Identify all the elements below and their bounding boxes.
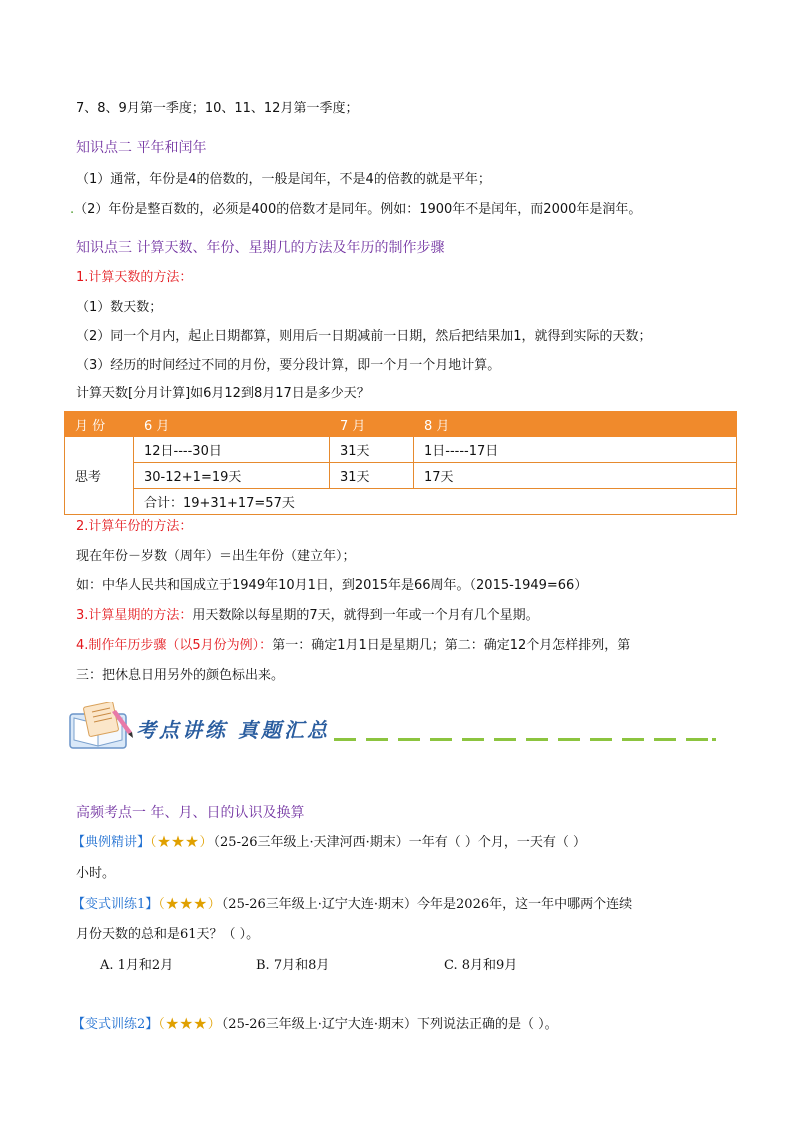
cell-august-range: 1日-----17日 xyxy=(414,437,737,463)
v1-q1: （25-26三年级上·辽宁大连·期末）今年是2026年，这一年中哪两个连续 xyxy=(221,897,633,912)
table-row xyxy=(65,463,737,489)
kp3-c1: 第一：确定1月1日是星期几；第二：确定12个月怎样排列，第 xyxy=(272,638,631,653)
cell-june-range: 12日----30日 xyxy=(134,437,330,463)
kp3-h3: 3.计算星期的方法： xyxy=(76,608,193,623)
kp3-y2: 如：中华人民共和国成立于1949年10月1日，到2015年是66周年。（2015-1949=66） xyxy=(76,578,588,593)
cell-july-calc: 31天 xyxy=(330,463,414,489)
kp3-calendar-line xyxy=(76,636,630,656)
example-q1: （25-26三年级上·天津河西·期末）一年有（ ）个月，一天有（ ） xyxy=(213,835,587,850)
cell-august-calc: 17天 xyxy=(414,463,737,489)
days-table xyxy=(64,411,737,515)
kp2-p2-mark: . xyxy=(70,202,75,217)
example-stars: （★★★） xyxy=(150,835,214,850)
cell-july-days: 31天 xyxy=(330,437,414,463)
kp2-p1: （1）通常，年份是4的倍数的，一般是闰年，不是4的倍教的就是平年； xyxy=(76,172,491,187)
example-tag: 【典例精讲】 xyxy=(72,835,151,850)
row-label-think: 思考 xyxy=(65,437,134,515)
days-table-header xyxy=(65,412,737,437)
v1-option-a[interactable]: A. 1月和2月 xyxy=(100,958,174,973)
header-june: 6 月 xyxy=(134,412,330,437)
kp3-h2: 2.计算年份的方法： xyxy=(76,519,193,534)
kp2-p2-text: （2）年份是整百数的，必须是400的倍数才是同年。例如：1900年不是闰年，而2000年是润年。 xyxy=(74,202,642,217)
kp3-m3: （3）经历的时间经过不同的月份，要分段计算，即一个月一个月地计算。 xyxy=(76,358,501,373)
kp3-h4: 4.制作年历步骤（以5月份为例）： xyxy=(76,638,273,653)
kp3-c2: 三：把休息日用另外的颜色标出来。 xyxy=(76,668,285,683)
top-line: 7、8、9月第一季度；10、11、12月第一季度； xyxy=(76,101,359,116)
header-july: 7 月 xyxy=(330,412,414,437)
kp3-y1: 现在年份－岁数（周年）＝出生年份（建立年）； xyxy=(76,549,356,564)
header-august: 8 月 xyxy=(414,412,737,437)
v2-tag: 【变式训练2】 xyxy=(72,1017,159,1032)
kp3-m2: （2）同一个月内，起止日期都算，则用后一日期减前一日期，然后把结果加1，就得到实际的天数； xyxy=(76,329,652,344)
kp3-example: 计算天数[分月计算]如6月12到8月17日是多少天？ xyxy=(76,386,370,401)
v2-stars: （★★★） xyxy=(158,1017,222,1032)
kp3-title: 知识点三 计算天数、年份、星期几的方法及年历的制作步骤 xyxy=(76,240,445,256)
v1-tag: 【变式训练1】 xyxy=(72,897,159,912)
table-row xyxy=(65,437,737,463)
cell-june-calc: 30-12+1=19天 xyxy=(134,463,330,489)
header-month: 月 份 xyxy=(65,412,134,437)
kp3-week-line xyxy=(76,606,539,626)
example-q2: 小时。 xyxy=(76,866,116,881)
kp3-m1: （1）数天数； xyxy=(76,300,163,315)
kp2-title: 知识点二 平年和闰年 xyxy=(76,140,207,156)
table-row xyxy=(65,489,737,515)
v1-line xyxy=(72,895,632,915)
v2-line xyxy=(72,1015,558,1035)
cell-total: 合计：19+31+17=57天 xyxy=(134,489,737,515)
example-line xyxy=(72,833,586,853)
v2-q: （25-26三年级上·辽宁大连·期末）下列说法正确的是（ ）。 xyxy=(221,1017,558,1032)
kp3-w1: 用天数除以每星期的7天，就得到一年或一个月有几个星期。 xyxy=(192,608,539,623)
v1-q2: 月份天数的总和是61天？（ ）。 xyxy=(76,927,260,942)
v1-option-b[interactable]: B. 7月和8月 xyxy=(256,958,330,973)
v1-option-c[interactable]: C. 8月和9月 xyxy=(444,958,518,973)
kp3-h1: 1.计算天数的方法： xyxy=(76,270,193,285)
kp2-p2 xyxy=(70,200,641,220)
banner-title: 考点讲练 真题汇总 xyxy=(136,718,330,742)
section-title: 高频考点一 年、月、日的认识及换算 xyxy=(76,805,305,821)
v1-stars: （★★★） xyxy=(158,897,222,912)
